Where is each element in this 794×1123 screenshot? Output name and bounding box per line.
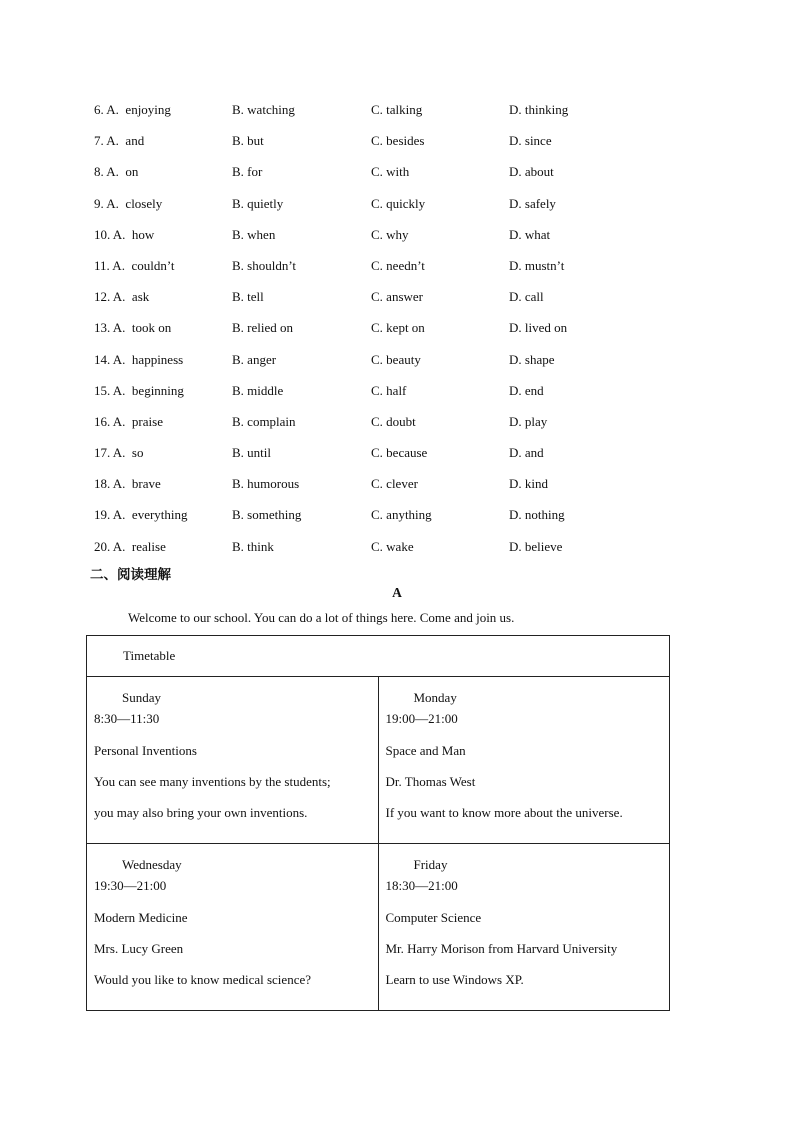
- question-row: [94, 380, 714, 411]
- question-number: 16. A.: [94, 413, 126, 429]
- option-a: happiness: [131, 351, 184, 367]
- option-b: B. watching: [232, 102, 295, 117]
- cell-title: Space and Man: [385, 742, 466, 758]
- cell-title: Computer Science: [385, 909, 482, 925]
- option-d: D. call: [509, 289, 544, 305]
- option-a: couldn’t: [131, 257, 175, 273]
- question-row: [94, 317, 714, 348]
- option-d: D. play: [509, 413, 548, 429]
- question-number-option-a: [94, 130, 144, 152]
- option-b: B. tell: [232, 289, 264, 305]
- timetable-header-cell: [87, 636, 670, 677]
- question-row: [94, 504, 714, 535]
- timetable-cell-sunday: [87, 677, 379, 844]
- question-number-option-a: [94, 317, 171, 339]
- question-number-option-a: [94, 473, 161, 495]
- option-a: took on: [131, 320, 172, 336]
- question-number-option-a: [94, 224, 154, 246]
- option-c: C. needn’t: [371, 257, 425, 273]
- question-list: [94, 99, 714, 567]
- question-number: 6. A.: [94, 102, 119, 117]
- cell-line: You can see many inventions by the students;: [94, 773, 331, 789]
- option-d: D. shape: [509, 351, 555, 367]
- option-b: B. middle: [232, 382, 284, 398]
- cell-line: If you want to know more about the universe.: [385, 805, 623, 821]
- question-row: [94, 411, 714, 442]
- question-row: [94, 349, 714, 380]
- option-b: B. for: [232, 164, 263, 180]
- question-number: 8. A.: [94, 164, 119, 180]
- option-a: so: [131, 445, 144, 461]
- question-number-option-a: [94, 193, 162, 215]
- cell-line: Mrs. Lucy Green: [94, 940, 184, 956]
- question-number-option-a: [94, 99, 171, 121]
- question-number: 19. A.: [94, 507, 126, 523]
- option-d: D. what: [509, 226, 551, 242]
- timetable-header-row: [87, 636, 670, 677]
- cell-line: you may also bring your own inventions.: [94, 805, 308, 821]
- cell-time: 19:30—21:00: [94, 878, 167, 894]
- question-number-option-a: [94, 411, 163, 433]
- cell-day: Friday: [413, 857, 448, 872]
- question-number-option-a: [94, 349, 183, 371]
- option-c: C. half: [371, 382, 407, 398]
- question-row: [94, 442, 714, 473]
- option-d: D. nothing: [509, 507, 565, 523]
- cell-title: Modern Medicine: [94, 909, 188, 925]
- cell-line: Dr. Thomas West: [385, 773, 476, 789]
- option-c: C. answer: [371, 289, 423, 305]
- question-number: 17. A.: [94, 445, 126, 461]
- option-c: C. wake: [371, 538, 414, 554]
- cell-time: 8:30—11:30: [94, 711, 160, 727]
- option-a: brave: [131, 476, 161, 492]
- question-number-option-a: [94, 161, 138, 183]
- question-row: [94, 193, 714, 224]
- timetable-cell-monday: [378, 677, 670, 844]
- option-c: C. quickly: [371, 195, 426, 211]
- option-a: praise: [131, 413, 163, 429]
- option-b: B. quietly: [232, 195, 284, 211]
- option-b: B. humorous: [232, 476, 300, 492]
- question-row: [94, 255, 714, 286]
- option-d: D. mustn’t: [509, 257, 565, 273]
- option-a: everything: [131, 507, 188, 523]
- option-a: closely: [125, 195, 163, 211]
- question-number-option-a: [94, 442, 143, 464]
- option-d: D. end: [509, 382, 544, 398]
- question-number-option-a: [94, 536, 166, 558]
- timetable-cell-friday: [378, 844, 670, 1011]
- option-b: B. when: [232, 226, 276, 242]
- option-c: C. talking: [371, 102, 423, 117]
- question-number: 10. A.: [94, 226, 126, 242]
- question-number: 14. A.: [94, 351, 126, 367]
- passage-intro: Welcome to our school. You can do a lot of things here. Come and join us.: [128, 610, 515, 625]
- cell-line: Learn to use Windows XP.: [385, 972, 524, 988]
- question-row: [94, 286, 714, 317]
- timetable-cell-wednesday: [87, 844, 379, 1011]
- option-c: C. beauty: [371, 351, 421, 367]
- option-a: and: [125, 133, 145, 149]
- option-b: B. but: [232, 133, 264, 149]
- timetable: [86, 635, 670, 1011]
- option-b: B. something: [232, 507, 302, 523]
- question-number-option-a: [94, 504, 188, 526]
- question-number: 20. A.: [94, 538, 126, 554]
- option-b: B. until: [232, 445, 272, 461]
- option-b: B. shouldn’t: [232, 257, 297, 273]
- passage-label: A: [392, 585, 402, 600]
- option-a: ask: [131, 289, 150, 305]
- question-row: [94, 536, 714, 567]
- timetable-header: Timetable: [123, 648, 176, 663]
- question-row: [94, 161, 714, 192]
- timetable-row: [87, 677, 670, 844]
- option-d: D. believe: [509, 538, 563, 554]
- question-row: [94, 99, 714, 130]
- option-c: C. clever: [371, 476, 418, 492]
- cell-day: Wednesday: [122, 857, 182, 872]
- option-d: D. lived on: [509, 320, 568, 336]
- question-row: [94, 473, 714, 504]
- option-b: B. think: [232, 538, 274, 554]
- option-d: D. kind: [509, 476, 548, 492]
- question-number: 15. A.: [94, 382, 126, 398]
- question-number-option-a: [94, 255, 175, 277]
- timetable-row: [87, 844, 670, 1011]
- option-d: D. about: [509, 164, 554, 180]
- question-row: [94, 130, 714, 161]
- option-d: D. and: [509, 445, 544, 461]
- option-d: D. since: [509, 133, 552, 149]
- cell-title: Personal Inventions: [94, 742, 197, 758]
- option-c: C. anything: [371, 507, 432, 523]
- question-number: 18. A.: [94, 476, 126, 492]
- option-c: C. doubt: [371, 413, 416, 429]
- option-b: B. anger: [232, 351, 277, 367]
- question-number: 13. A.: [94, 320, 126, 336]
- option-d: D. thinking: [509, 102, 569, 117]
- cell-time: 18:30—21:00: [385, 878, 458, 894]
- cell-line: Mr. Harry Morison from Harvard University: [385, 940, 618, 956]
- question-number: 11. A.: [94, 257, 125, 273]
- option-a: on: [125, 164, 139, 180]
- option-b: B. complain: [232, 413, 296, 429]
- cell-time: 19:00—21:00: [385, 711, 458, 727]
- cell-day: Monday: [413, 690, 457, 705]
- option-c: C. besides: [371, 133, 425, 149]
- cell-line: Would you like to know medical science?: [94, 972, 312, 988]
- question-number: 7. A.: [94, 133, 119, 149]
- option-a: realise: [131, 538, 166, 554]
- option-c: C. with: [371, 164, 410, 180]
- cell-day: Sunday: [122, 690, 161, 705]
- option-c: C. kept on: [371, 320, 425, 336]
- option-a: beginning: [131, 382, 184, 398]
- question-number: 9. A.: [94, 195, 119, 211]
- section-title: 二、阅读理解: [90, 567, 171, 583]
- option-a: enjoying: [125, 102, 171, 117]
- option-a: how: [131, 226, 155, 242]
- option-d: D. safely: [509, 195, 556, 211]
- question-number-option-a: [94, 286, 149, 308]
- option-c: C. because: [371, 445, 428, 461]
- option-c: C. why: [371, 226, 409, 242]
- question-number-option-a: [94, 380, 184, 402]
- question-row: [94, 224, 714, 255]
- option-b: B. relied on: [232, 320, 294, 336]
- question-number: 12. A.: [94, 289, 126, 305]
